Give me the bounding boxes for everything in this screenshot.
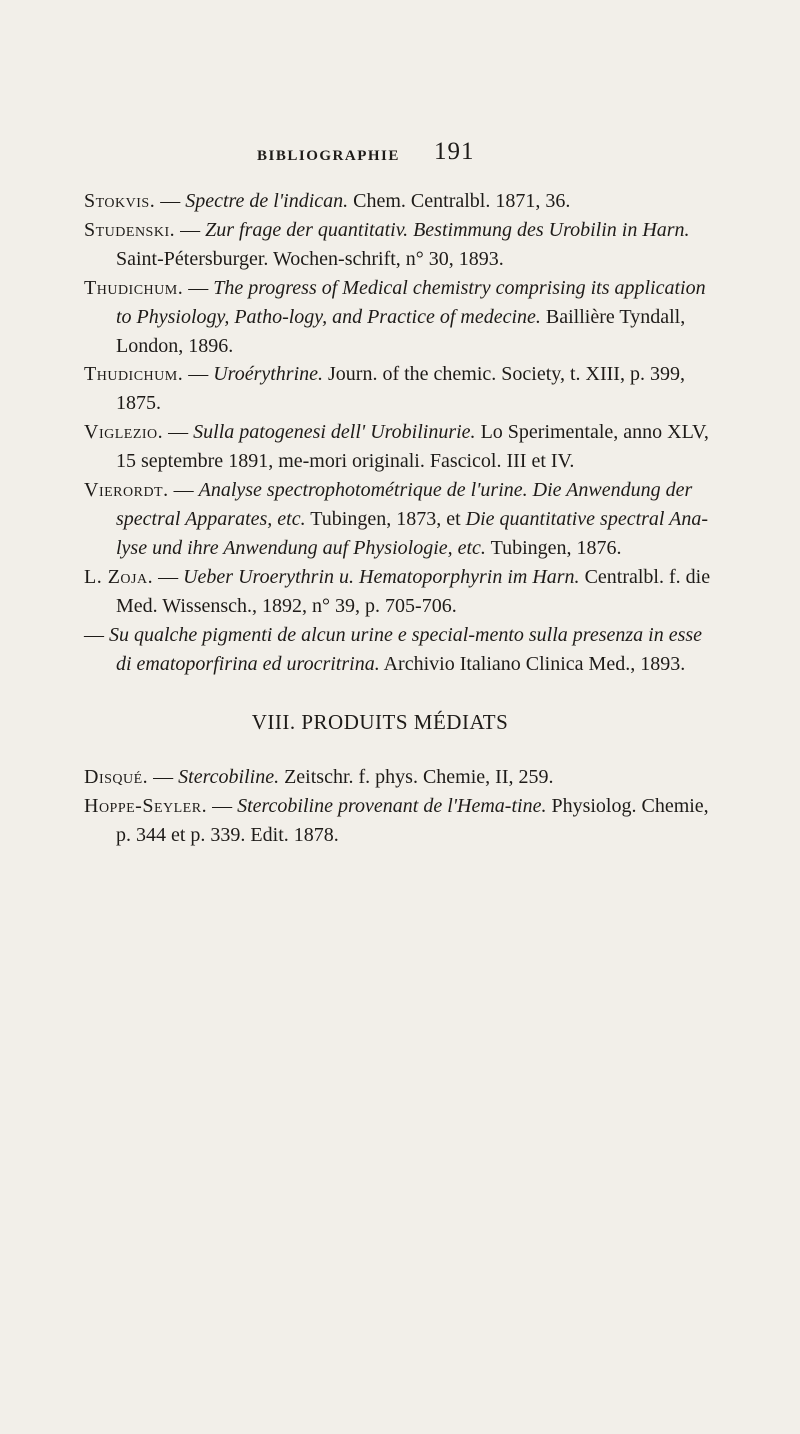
- entry-author: Stokvis.: [84, 190, 156, 212]
- bibliography-entry-studenski: [84, 216, 716, 274]
- entry-separator: —: [84, 623, 109, 646]
- entry-title: The progress of Medical chemistry comprising its application to Physiology, Patho-logy, and Practice of medecine.: [116, 276, 706, 328]
- entry-separator: —: [148, 766, 179, 789]
- entry-separator: —: [163, 421, 194, 444]
- entry-author: Studenski.: [84, 218, 176, 241]
- entry-second-publication: Tubingen, 1876.: [485, 536, 622, 559]
- entry-title: Su qualche pigmenti de alcun urine e special-mento sulla presenza in esse di ematoporfirina ed urocritrina.: [109, 623, 703, 675]
- bibliography-entry-thudichum-uroerythrine: [84, 360, 716, 418]
- entry-separator: —: [207, 795, 238, 818]
- entry-publication: Baillière Tyndall, London, 1896.: [116, 305, 686, 357]
- bibliography-entry-vierordt: [84, 476, 716, 563]
- entry-title: Zur frage der quantitativ. Bestimmung des Urobilin in Harn.: [205, 218, 690, 241]
- bibliography-entry-zoja: [84, 563, 716, 621]
- entry-title: Uroérythrine.: [213, 363, 324, 386]
- running-title: BIBLIOGRAPHIE: [257, 148, 400, 164]
- entry-author: Thudichum.: [84, 363, 184, 386]
- entry-title: Sulla patogenesi dell' Urobilinurie.: [193, 421, 476, 444]
- entry-author: Disqué.: [84, 766, 149, 789]
- entry-separator: —: [175, 218, 206, 241]
- page-number: 191: [434, 138, 475, 165]
- entry-author: Viglezio.: [84, 421, 164, 444]
- entry-title: Stercobiline.: [178, 766, 280, 789]
- bibliography-entry-viglezio: [84, 418, 716, 476]
- entry-publication: Tubingen, 1873, et: [305, 507, 466, 530]
- bibliography-entry-zoja-ditto: [84, 621, 716, 679]
- entry-title: Ueber Uroerythrin u. Hematoporphyrin im Harn.: [183, 565, 580, 588]
- entry-author: Hoppe-Seyler.: [84, 795, 208, 818]
- entry-second-title: Die quantitative spectral Ana-lyse und ihre Anwendung auf Physiologie, etc.: [116, 507, 709, 559]
- entry-author: Thudichum.: [84, 276, 184, 299]
- entry-publication: Saint-Pétersburger. Wochen-schrift, n° 30, 1893.: [116, 247, 504, 270]
- entry-separator: —: [183, 276, 214, 299]
- bibliography-entry-hoppe-seyler: [84, 792, 716, 850]
- entry-publication: Chem. Centralbl. 1871, 36.: [348, 190, 571, 212]
- entry-separator: —: [168, 479, 199, 502]
- section-heading: VIII. PRODUITS MÉDIATS: [251, 710, 509, 735]
- entry-publication: Lo Sperimentale, anno XLV, 15 septembre 1891, me-mori originali. Fascicol. III et IV.: [116, 421, 709, 473]
- entry-publication: Physiolog. Chemie, p. 344 et p. 339. Edit. 1878.: [116, 795, 709, 847]
- bibliography-entry-stokvis: [84, 187, 716, 216]
- entry-title: Spectre de l'indican.: [185, 190, 349, 212]
- entry-publication: Archivio Italiano Clinica Med., 1893.: [379, 652, 686, 675]
- entry-separator: —: [153, 565, 184, 588]
- bibliography-entry-thudichum-progress: [84, 274, 716, 361]
- entry-publication: Centralbl. f. die Med. Wissensch., 1892, n° 39, p. 705-706.: [116, 565, 711, 617]
- entry-publication: Journ. of the chemic. Society, t. XIII, p. 399, 1875.: [116, 363, 685, 415]
- entry-publication: Zeitschr. f. phys. Chemie, II, 259.: [279, 766, 554, 789]
- running-head: [0, 136, 800, 176]
- bibliography-entry-disque: [84, 763, 716, 792]
- bibliography-list: [84, 187, 716, 850]
- entry-separator: —: [183, 363, 214, 386]
- entry-author: Vierordt.: [84, 479, 169, 502]
- entry-separator: —: [155, 190, 186, 212]
- entry-author: L. Zoja.: [84, 565, 154, 588]
- entry-title: Stercobiline provenant de l'Hema-tine.: [237, 795, 547, 818]
- entry-title: Analyse spectrophotométrique de l'urine. Die Anwendung der spectral Apparates, etc.: [116, 479, 693, 530]
